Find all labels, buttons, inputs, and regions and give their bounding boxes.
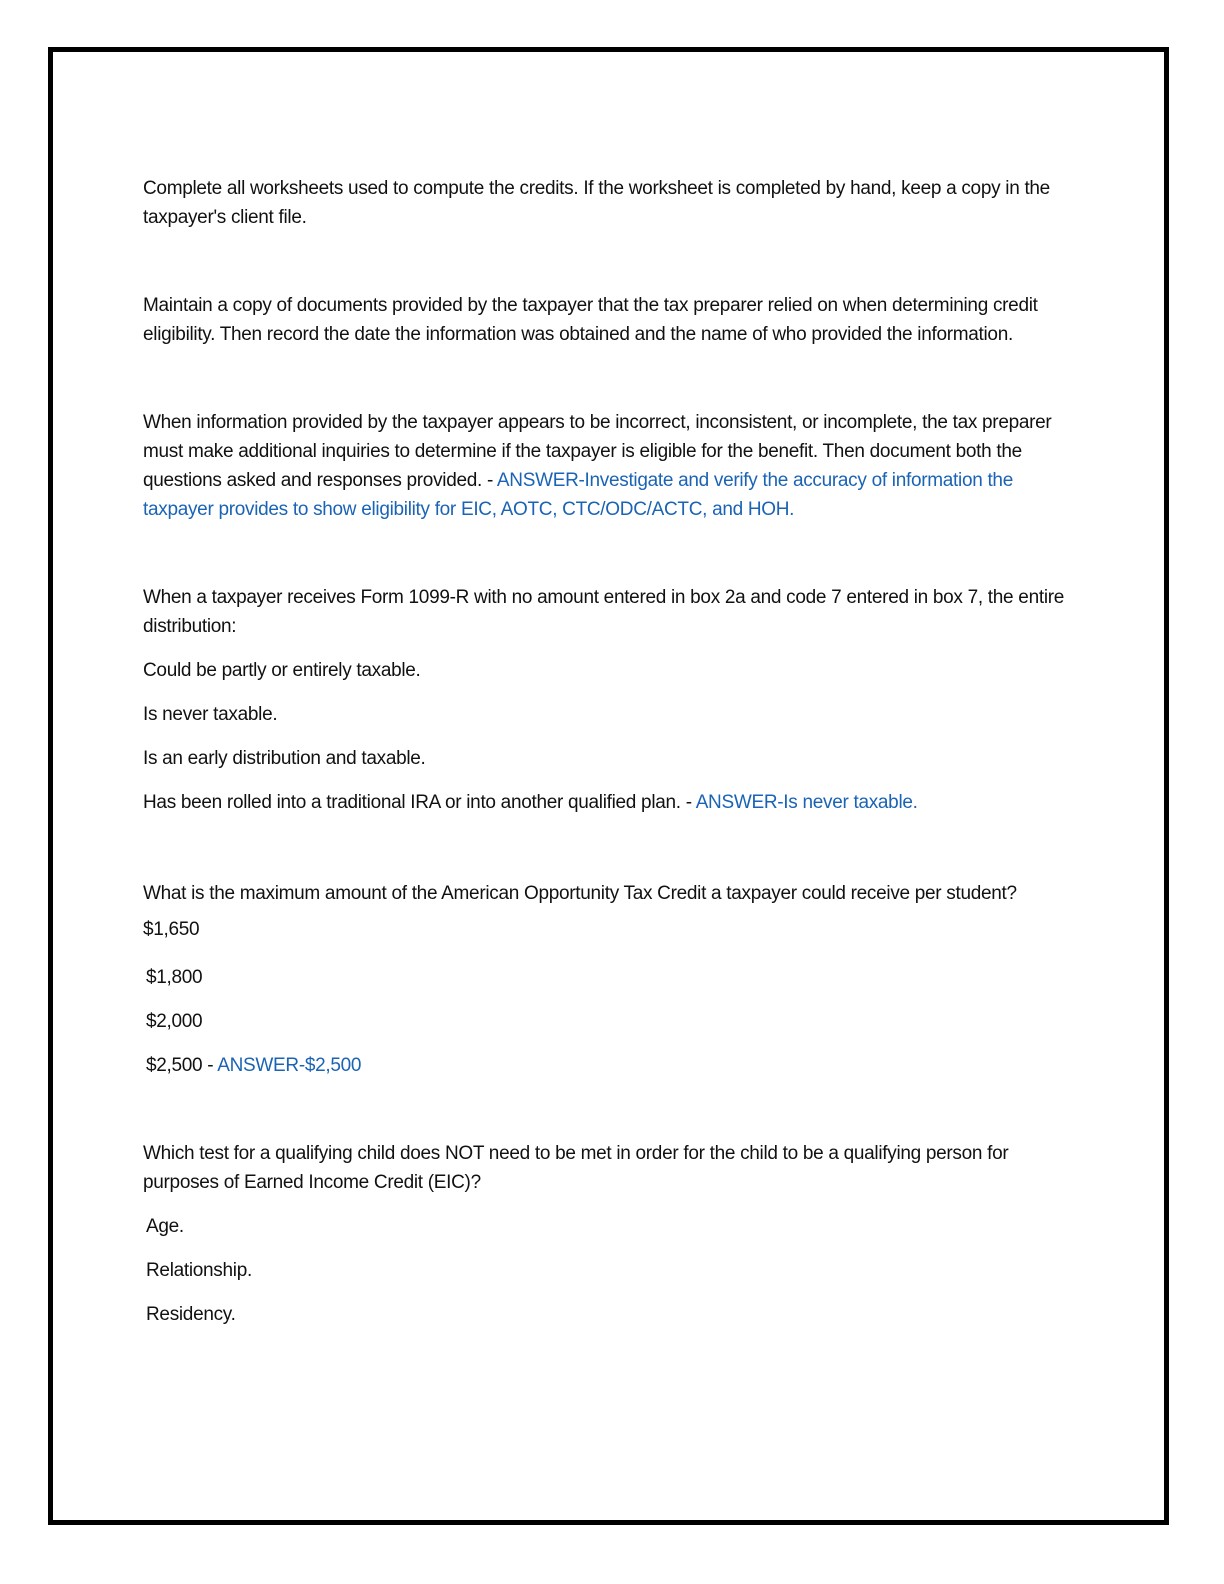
question-text: What is the maximum amount of the American Opportunity Tax Credit a taxpayer could receive per student? $1,650 — [143, 883, 1017, 940]
question-eic — [143, 1139, 1078, 1329]
paragraph-inquiries — [143, 408, 1078, 524]
question-text: Which test for a qualifying child does NOT need to be met in order for the child to be a qualifying person for purposes of Earned Income Credit (EIC)? — [143, 1143, 1009, 1193]
option-item: $1,800 — [146, 967, 203, 988]
question-aotc — [143, 876, 1078, 1080]
paragraph-worksheets — [143, 174, 1078, 232]
answer-text: ANSWER-Investigate and verify the accuracy of information the taxpayer provides to show eligibility for EIC, AOTC, CTC/ODC/ACTC, and HOH. — [143, 470, 1013, 520]
paragraph-text: Complete all worksheets used to compute the credits. If the worksheet is completed by hand, keep a copy in the taxpayer's client file. — [143, 178, 1050, 228]
option-item: Age. — [146, 1216, 184, 1237]
option-item: Could be partly or entirely taxable. — [143, 660, 421, 681]
option-item-with-answer — [143, 788, 1078, 817]
question-text: When a taxpayer receives Form 1099-R with no amount entered in box 2a and code 7 entered in box 7, the entire distribution: — [143, 587, 1065, 637]
paragraph-documents — [143, 291, 1078, 349]
option-item: $2,000 — [146, 1011, 203, 1032]
option-item: Is an early distribution and taxable. — [143, 748, 426, 769]
option-text: $2,500 - — [146, 1055, 218, 1076]
option-text: Has been rolled into a traditional IRA or into another qualified plan. - — [143, 792, 696, 813]
answer-text: ANSWER-Is never taxable. — [695, 792, 918, 813]
paragraph-text: Maintain a copy of documents provided by the taxpayer that the tax preparer relied on when determining credit eligibility. Then record the date the information was obtained and the name of who provided the information. — [143, 295, 1038, 345]
option-item: Is never taxable. — [143, 704, 278, 725]
option-item-with-answer — [143, 1051, 1078, 1080]
document-body — [143, 174, 1078, 1329]
option-item: Relationship. — [146, 1260, 252, 1281]
paragraph-text: When information provided by the taxpayer appears to be incorrect, inconsistent, or incomplete, the tax preparer must make additional inquiries to determine if the taxpayer is eligible for the benefit. Then document both the questions asked and responses provided. - — [143, 412, 1052, 491]
option-item: Residency. — [146, 1304, 236, 1325]
answer-text: ANSWER-$2,500 — [217, 1055, 362, 1076]
question-1099r — [143, 583, 1078, 817]
